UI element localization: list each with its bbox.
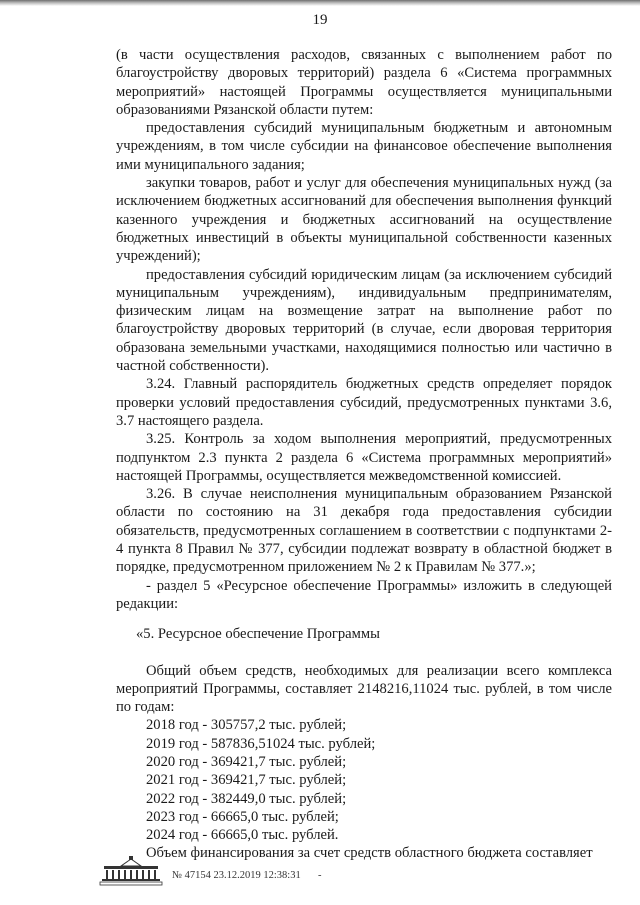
paragraph-3-25: 3.25. Контроль за ходом выполнения мероприятий, предусмотренных подпунктом 2.3 пункта 2 раздела 6 «Система программных мероприятий» настоящей Программы, осуществляется межведомственной комиссией. [116, 431, 612, 484]
year-line-2018: 2018 год - 305757,2 тыс. рублей; [146, 717, 347, 734]
paragraph-3-24: 3.24. Главный распорядитель бюджетных средств определяет порядок проверки условий предоставления субсидий, предусмотренных пунктами 3.6, 3.7 настоящего раздела. [116, 376, 612, 429]
scan-edge [0, 0, 640, 6]
year-line-2020: 2020 год - 369421,7 тыс. рублей; [146, 753, 347, 770]
paragraph-3-26: 3.26. В случае неисполнения муниципальным образованием Рязанской области по состоянию на 31 декабря года предоставления субсидии обязательств, предусмотренных соглашением в соответствии с подпунктами 2-4 пункта 8 Правил № 377, субсидии подлежат возврату в областной бюджет в порядке, предусмотренном приложением № 2 к Правилам № 377.»; [116, 486, 612, 576]
year-line-2021: 2021 год - 369421,7 тыс. рублей; [146, 772, 347, 789]
paragraph-1: (в части осуществления расходов, связанных с выполнением работ по благоустройству дворовых территорий) раздела 6 «Система программных мероприятий» настоящей Программы осуществляется муниципальными образованиями Рязанской области путем: [116, 47, 612, 118]
page-number: 19 [312, 12, 328, 28]
funding-intro: Общий объем средств, необходимых для реализации всего комплекса мероприятий Программы, составляет 2148216,11024 тыс. рублей, в том числе по годам: [116, 662, 612, 716]
year-line-2022: 2022 год - 382449,0 тыс. рублей; [146, 790, 347, 807]
closing-line: Объем финансирования за счет средств областного бюджета составляет [146, 845, 593, 862]
year-line-2019: 2019 год - 587836,51024 тыс. рублей; [146, 735, 376, 752]
registration-stamp: № 47154 23.12.2019 12:38:31 [172, 870, 301, 881]
paragraph-section-5-intro: - раздел 5 «Ресурсное обеспечение Программы» изложить в следующей редакции: [116, 577, 612, 612]
paragraph-4: предоставления субсидий юридическим лицам (за исключением субсидий муниципальным учреждениям), индивидуальным предпринимателям, физическим лицам на возмещение затрат на выполнение работ по благоустройству дворовых территорий (в случае, если дворовая территория образована земельными участками, находящимися полностью или частично в частной собственности). [116, 266, 612, 375]
section-heading: «5. Ресурсное обеспечение Программы [136, 626, 380, 643]
year-line-2024: 2024 год - 66665,0 тыс. рублей. [146, 827, 339, 844]
stamp-dash: - [318, 870, 322, 881]
paragraph-3: закупки товаров, работ и услуг для обеспечения муниципальных нужд (за исключением бюджетных ассигнований для обеспечения выполнения функций казенного учреждения и бюджетных ассигнований на осуществление бюджетных инвестиций в объекты муниципальной собственности казенных учреждений); [116, 175, 612, 265]
government-building-logo-icon [96, 856, 166, 886]
document-body [116, 46, 612, 863]
year-line-2023: 2023 год - 66665,0 тыс. рублей; [146, 808, 339, 825]
paragraph-2: предоставления субсидий муниципальным бюджетным и автономным учреждениям, в том числе субсидии на финансовое обеспечение выполнения ими муниципального задания; [116, 120, 612, 173]
footer [96, 856, 396, 886]
